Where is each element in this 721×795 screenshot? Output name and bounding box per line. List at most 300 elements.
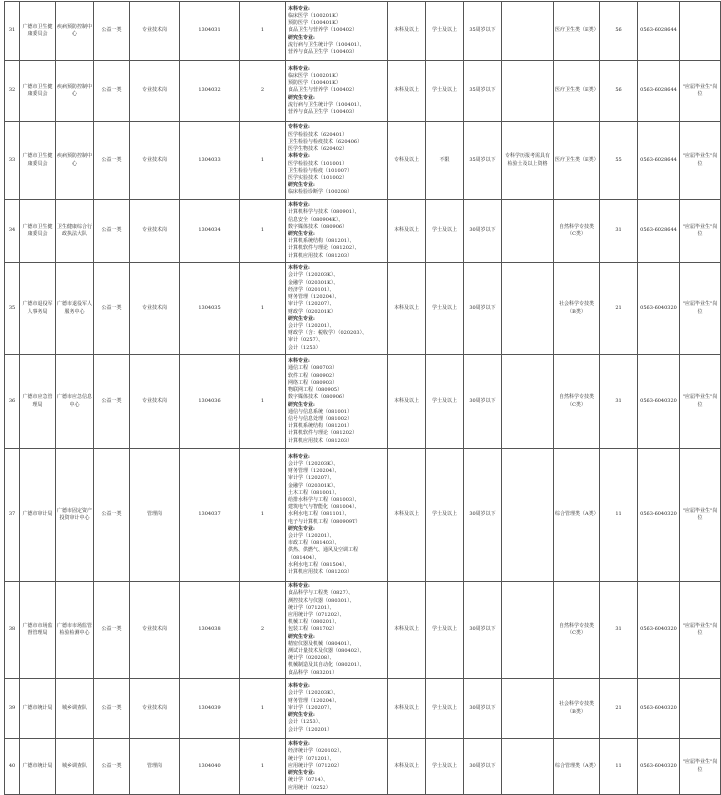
major-item: 给排水科学与工程（081003）、 bbox=[288, 496, 360, 503]
table-row bbox=[5, 739, 721, 795]
exam-code bbox=[600, 679, 638, 739]
major-item: 审计学（120207）、 bbox=[288, 475, 335, 482]
major-item: 市政工程（081403）、 bbox=[288, 540, 340, 547]
age-requirement-text: 30周岁以下 bbox=[469, 626, 496, 633]
contact-phone bbox=[638, 61, 680, 122]
major-section-heading: 本科专业: bbox=[288, 5, 310, 12]
degree-requirement bbox=[426, 679, 464, 739]
hire-count-text: 1 bbox=[260, 397, 265, 404]
education-requirement bbox=[388, 449, 426, 582]
major-item: 数字媒体技术（080906） bbox=[288, 394, 348, 401]
major-item: 会计（1253）、 bbox=[288, 719, 324, 726]
post-code-text: 1304032 bbox=[198, 87, 221, 94]
contact-phone bbox=[638, 582, 680, 679]
row-number bbox=[5, 739, 20, 795]
other-requirement bbox=[502, 355, 554, 449]
other-requirement bbox=[502, 449, 554, 582]
major-section-heading: 研究生专业: bbox=[288, 34, 315, 41]
unit-type-text: 公益一类 bbox=[101, 304, 122, 311]
post-type-text: 专业技术岗 bbox=[141, 156, 167, 163]
hire-count-text: 1 bbox=[260, 762, 265, 769]
exam-category-text: 医疗卫生类（E类） bbox=[555, 156, 599, 163]
age-requirement-text: 30周岁以下 bbox=[469, 762, 496, 769]
major-item: 软件工程（080902） bbox=[288, 372, 338, 379]
major-item: 食品卫生与营养学（100402） bbox=[288, 27, 358, 34]
post-code bbox=[180, 355, 240, 449]
major-item: 医学检验技术（620401） bbox=[288, 131, 348, 138]
remark-text: "应届毕业生"岗位 bbox=[682, 759, 718, 773]
contact-phone-text: 0563-6028644 bbox=[640, 156, 677, 163]
age-requirement bbox=[464, 263, 502, 355]
row-number-text: 31 bbox=[8, 27, 16, 34]
hire-count-text: 1 bbox=[260, 156, 265, 163]
department-name-text: 广德市卫生健康委员会 bbox=[22, 153, 53, 167]
degree-requirement-text: 学士及以上 bbox=[431, 27, 457, 34]
degree-requirement bbox=[426, 200, 464, 263]
major-item: 信号与信息处理（081002） bbox=[288, 415, 353, 422]
age-requirement bbox=[464, 739, 502, 795]
degree-requirement bbox=[426, 582, 464, 679]
unit-name bbox=[56, 122, 94, 200]
major-item: 财务管理（120204）、 bbox=[288, 294, 340, 301]
unit-type-text: 公益一类 bbox=[101, 27, 122, 34]
post-type bbox=[130, 582, 180, 679]
contact-phone-text: 0563-6040320 bbox=[640, 626, 677, 633]
unit-name bbox=[56, 61, 94, 122]
table-row bbox=[5, 449, 721, 582]
exam-code bbox=[600, 355, 638, 449]
major-item: 计算机软件与理论（081202）、 bbox=[288, 245, 360, 252]
unit-type-text: 公益一类 bbox=[101, 156, 122, 163]
exam-category bbox=[554, 449, 600, 582]
major-item: 卫生检验与检疫（101007） bbox=[288, 167, 353, 174]
unit-name bbox=[56, 200, 94, 263]
major-item: 经济统计学（020102）、 bbox=[288, 748, 345, 755]
major-item: 卫生检验与检疫技术（620406） bbox=[288, 138, 363, 145]
post-code bbox=[180, 2, 240, 61]
post-type bbox=[130, 61, 180, 122]
major-section-heading: 本科专业: bbox=[288, 741, 310, 748]
major-item: 精密仪器及机械（080401）、 bbox=[288, 640, 355, 647]
major-section-heading: 研究生专业: bbox=[288, 712, 315, 719]
post-code bbox=[180, 739, 240, 795]
department-name-text: 广德市卫生健康委员会 bbox=[22, 223, 53, 237]
age-requirement-text: 35周岁以下 bbox=[469, 27, 496, 34]
major-item: 审计学（120207）、 bbox=[288, 301, 335, 308]
department-name-text: 广德市审计局 bbox=[22, 511, 53, 518]
post-type-text: 专业技术岗 bbox=[141, 704, 167, 711]
major-item: 预防医学（100401K） bbox=[288, 80, 341, 87]
unit-name bbox=[56, 263, 94, 355]
row-number-text: 34 bbox=[8, 227, 16, 234]
unit-name bbox=[56, 2, 94, 61]
major-item: 会计（1253） bbox=[288, 344, 321, 351]
major-item: 应用统计学（071202） bbox=[288, 762, 343, 769]
table-row bbox=[5, 582, 721, 679]
unit-type-text: 公益一类 bbox=[101, 626, 122, 633]
post-code bbox=[180, 679, 240, 739]
major-section-heading: 研究生专业: bbox=[288, 94, 315, 101]
degree-requirement bbox=[426, 263, 464, 355]
major-item: 流行病与卫生统计学（100401）、 bbox=[288, 101, 365, 108]
education-requirement-text: 本科及以上 bbox=[393, 304, 419, 311]
major-section-heading: 研究生专业: bbox=[288, 231, 315, 237]
post-type-text: 管理岗 bbox=[146, 511, 162, 518]
hire-count bbox=[240, 739, 286, 795]
hire-count-text: 2 bbox=[260, 87, 265, 94]
major-item: 流行病与卫生统计学（100401）、 bbox=[288, 41, 365, 48]
major-item: 机械工程（080201）、 bbox=[288, 619, 340, 626]
contact-phone-text: 0563-6040320 bbox=[640, 704, 677, 711]
contact-phone bbox=[638, 449, 680, 582]
exam-code bbox=[600, 739, 638, 795]
major-item: 医学生物技术（620402） bbox=[288, 146, 348, 153]
major-requirements bbox=[286, 739, 388, 795]
table-row bbox=[5, 263, 721, 355]
major-requirements bbox=[286, 449, 388, 582]
post-type-text: 管理岗 bbox=[146, 762, 162, 769]
degree-requirement-text: 学士及以上 bbox=[431, 87, 457, 94]
post-code bbox=[180, 122, 240, 200]
age-requirement bbox=[464, 122, 502, 200]
row-number bbox=[5, 355, 20, 449]
major-item: 水利水电工程（081504）、 bbox=[288, 561, 350, 568]
row-number-text: 40 bbox=[8, 762, 16, 769]
major-item: 测试计量技术及仪器（080402）、 bbox=[288, 648, 365, 654]
education-requirement bbox=[388, 739, 426, 795]
major-item: （081404）、 bbox=[288, 554, 320, 561]
age-requirement-text: 30周岁以下 bbox=[469, 304, 496, 311]
row-number bbox=[5, 582, 20, 679]
post-type bbox=[130, 739, 180, 795]
major-section-heading: 研究生专业: bbox=[288, 525, 315, 532]
major-item: 审计（0257）、 bbox=[288, 337, 324, 344]
education-requirement-text: 本科及以上 bbox=[393, 511, 419, 518]
major-item: 预防医学（100401K） bbox=[288, 20, 341, 27]
unit-name bbox=[56, 449, 94, 582]
unit-name bbox=[56, 355, 94, 449]
exam-code bbox=[600, 122, 638, 200]
unit-name bbox=[56, 739, 94, 795]
unit-type bbox=[94, 582, 130, 679]
unit-name-text: 城乡调查队 bbox=[61, 762, 87, 769]
education-requirement bbox=[388, 122, 426, 200]
exam-category-text: 社会科学专技类（B类） bbox=[558, 301, 594, 315]
post-code-text: 1304035 bbox=[198, 304, 221, 311]
other-requirement bbox=[502, 200, 554, 263]
other-requirement bbox=[502, 61, 554, 122]
row-number-text: 39 bbox=[8, 704, 16, 711]
exam-code-text: 11 bbox=[615, 511, 622, 518]
unit-name-text: 疾病预防控制中心 bbox=[57, 23, 93, 37]
age-requirement bbox=[464, 355, 502, 449]
major-item: 会计学（120201）、 bbox=[288, 322, 335, 329]
unit-type-text: 公益一类 bbox=[101, 397, 122, 404]
unit-type-text: 公益一类 bbox=[101, 511, 122, 518]
contact-phone bbox=[638, 679, 680, 739]
major-item: 会计学（120201）、 bbox=[288, 533, 335, 539]
exam-category bbox=[554, 122, 600, 200]
row-number-text: 38 bbox=[8, 626, 16, 633]
unit-name-text: 广德市固定资产投资审计中心 bbox=[57, 507, 93, 521]
post-code-text: 1304040 bbox=[198, 762, 221, 769]
department-name-text: 广德市统计局 bbox=[22, 704, 53, 711]
hire-count bbox=[240, 449, 286, 582]
unit-type bbox=[94, 263, 130, 355]
hire-count bbox=[240, 679, 286, 739]
degree-requirement-text: 学士及以上 bbox=[431, 704, 457, 711]
age-requirement-text: 30周岁以下 bbox=[469, 704, 496, 711]
contact-phone bbox=[638, 355, 680, 449]
table-row bbox=[5, 200, 721, 263]
hire-count-text: 1 bbox=[260, 227, 265, 234]
department-name bbox=[20, 200, 56, 263]
education-requirement bbox=[388, 679, 426, 739]
education-requirement-text: 本科及以上 bbox=[393, 704, 419, 711]
major-item: 财政学（含：税收学）（020203）、 bbox=[288, 330, 368, 337]
major-item: 财务管理（120204）、 bbox=[288, 697, 340, 704]
unit-type bbox=[94, 449, 130, 582]
age-requirement bbox=[464, 449, 502, 582]
row-number-text: 36 bbox=[8, 397, 16, 404]
degree-requirement-text: 不限 bbox=[439, 156, 450, 163]
unit-type-text: 公益一类 bbox=[101, 87, 122, 94]
major-requirements bbox=[286, 582, 388, 679]
major-section-heading: 本科专业: bbox=[288, 65, 310, 72]
major-section-heading: 研究生专业: bbox=[288, 401, 315, 408]
unit-type bbox=[94, 61, 130, 122]
department-name bbox=[20, 582, 56, 679]
unit-type-text: 公益一类 bbox=[101, 227, 122, 234]
education-requirement bbox=[388, 200, 426, 263]
major-item: 计算机科学与技术（080901）、 bbox=[288, 209, 360, 216]
major-item: 财务管理（120204）、 bbox=[288, 468, 340, 475]
exam-code-text: 31 bbox=[615, 227, 622, 234]
age-requirement bbox=[464, 582, 502, 679]
age-requirement-text: 30周岁以下 bbox=[469, 227, 496, 234]
degree-requirement-text: 学士及以上 bbox=[431, 397, 457, 404]
other-requirement bbox=[502, 582, 554, 679]
major-item: 金融学（020301K）、 bbox=[288, 279, 339, 286]
department-name bbox=[20, 61, 56, 122]
hire-count bbox=[240, 355, 286, 449]
education-requirement bbox=[388, 263, 426, 355]
post-type-text: 专业技术岗 bbox=[141, 397, 167, 404]
post-type bbox=[130, 355, 180, 449]
major-section-heading: 本科专业: bbox=[288, 683, 310, 690]
exam-category-text: 自然科学专技类（C类） bbox=[558, 223, 594, 237]
degree-requirement-text: 学士及以上 bbox=[431, 762, 457, 769]
remark bbox=[680, 122, 721, 200]
major-item: 应用统计学（071202）、 bbox=[288, 611, 345, 618]
unit-type-text: 公益一类 bbox=[101, 762, 122, 769]
remark-text: "应届毕业生"岗位 bbox=[682, 301, 718, 315]
post-code-text: 1304034 bbox=[198, 227, 221, 234]
remark bbox=[680, 449, 721, 582]
major-section-heading: 本科专业: bbox=[288, 453, 310, 460]
unit-name-text: 广德市退役军人服务中心 bbox=[57, 301, 93, 315]
table-body bbox=[5, 2, 721, 795]
major-item: 计算机应用技术（081203） bbox=[288, 569, 353, 576]
major-item: 营养与食品卫生学（100403） bbox=[288, 49, 358, 55]
major-section-heading: 本科专业: bbox=[288, 202, 310, 209]
major-section-heading: 本科专业: bbox=[288, 583, 310, 590]
education-requirement-text: 本科及以上 bbox=[393, 27, 419, 34]
education-requirement-text: 本科及以上 bbox=[393, 397, 419, 404]
exam-code bbox=[600, 449, 638, 582]
major-item: 食品卫生与营养学（100402） bbox=[288, 87, 358, 94]
remark bbox=[680, 355, 721, 449]
major-item: 会计学（120203K）、 bbox=[288, 690, 339, 697]
department-name bbox=[20, 263, 56, 355]
major-item: 食品科学（083201） bbox=[288, 669, 338, 676]
department-name-text: 广德市市场监督管理局 bbox=[22, 622, 53, 636]
unit-name-text: 广德市市场监管检验检测中心 bbox=[57, 622, 93, 636]
exam-code bbox=[600, 2, 638, 61]
major-item: 计算机系统结构（081201） bbox=[288, 423, 353, 430]
contact-phone bbox=[638, 263, 680, 355]
major-item: 临床医学（100201K） bbox=[288, 12, 341, 19]
major-item: 计算机软件与理论（081202） bbox=[288, 430, 358, 437]
row-number bbox=[5, 122, 20, 200]
major-item: 会计学（120203K）、 bbox=[288, 460, 339, 467]
contact-phone-text: 0563-6040320 bbox=[640, 304, 677, 311]
major-item: 会计学（120201） bbox=[288, 726, 333, 733]
major-item: 土木工程（081001）、 bbox=[288, 489, 340, 496]
exam-category-text: 自然科学专技类（C类） bbox=[558, 394, 594, 408]
major-item: 经济学（020101）、 bbox=[288, 286, 335, 293]
department-name bbox=[20, 449, 56, 582]
row-number bbox=[5, 679, 20, 739]
department-name bbox=[20, 2, 56, 61]
major-item: 通信与信息系统（081001） bbox=[288, 408, 353, 415]
major-item: 营养与食品卫生学（100403） bbox=[288, 109, 358, 115]
row-number-text: 33 bbox=[8, 156, 16, 163]
unit-name bbox=[56, 582, 94, 679]
remark bbox=[680, 739, 721, 795]
age-requirement-text: 30周岁以下 bbox=[469, 511, 496, 518]
department-name-text: 广德市卫生健康委员会 bbox=[22, 83, 53, 97]
exam-code bbox=[600, 200, 638, 263]
hire-count-text: 2 bbox=[260, 626, 265, 633]
degree-requirement bbox=[426, 449, 464, 582]
exam-category bbox=[554, 582, 600, 679]
major-section-heading: 本科专业: bbox=[288, 153, 310, 160]
unit-type-text: 公益一类 bbox=[101, 704, 122, 711]
row-number bbox=[5, 263, 20, 355]
unit-type bbox=[94, 679, 130, 739]
hire-count bbox=[240, 200, 286, 263]
post-code bbox=[180, 61, 240, 122]
age-requirement bbox=[464, 200, 502, 263]
major-section-heading: 研究生专业: bbox=[288, 315, 315, 322]
contact-phone bbox=[638, 122, 680, 200]
exam-code bbox=[600, 61, 638, 122]
major-item: 电子与计算机工程（080909T） bbox=[288, 518, 361, 525]
exam-category-text: 自然科学专技类（C类） bbox=[558, 622, 594, 636]
education-requirement bbox=[388, 2, 426, 61]
post-code-text: 1304033 bbox=[198, 156, 221, 163]
major-item: 供热、供燃气、通风及空调工程 bbox=[288, 547, 359, 554]
degree-requirement bbox=[426, 2, 464, 61]
department-name-text: 广德市卫生健康委员会 bbox=[22, 23, 53, 37]
post-type bbox=[130, 200, 180, 263]
education-requirement-text: 本科及以上 bbox=[393, 626, 419, 633]
major-item: 统计学（071201）、 bbox=[288, 755, 335, 762]
other-requirement-text: 专科学历报考需具有检验士及以上资格 bbox=[504, 153, 550, 167]
degree-requirement-text: 学士及以上 bbox=[431, 511, 457, 518]
exam-category-text: 医疗卫生类（E类） bbox=[555, 27, 599, 34]
major-item: 包装工程（081702） bbox=[288, 626, 338, 633]
hire-count bbox=[240, 61, 286, 122]
unit-type bbox=[94, 200, 130, 263]
degree-requirement-text: 学士及以上 bbox=[431, 626, 457, 633]
unit-type bbox=[94, 122, 130, 200]
post-type bbox=[130, 679, 180, 739]
major-item: 通信工程（080703） bbox=[288, 365, 338, 372]
education-requirement-text: 专科及以上 bbox=[393, 156, 419, 163]
major-item: 水利水电工程（081101）、 bbox=[288, 511, 350, 518]
education-requirement bbox=[388, 355, 426, 449]
contact-phone-text: 0563-6040320 bbox=[640, 511, 677, 518]
hire-count bbox=[240, 2, 286, 61]
degree-requirement bbox=[426, 355, 464, 449]
exam-category-text: 综合管理类（A类） bbox=[555, 762, 599, 769]
major-requirements bbox=[286, 61, 388, 122]
exam-category bbox=[554, 263, 600, 355]
remark-text: "应届毕业生"岗位 bbox=[682, 223, 718, 237]
department-name-text: 广德市统计局 bbox=[22, 762, 53, 769]
major-item: 金融学（020301K）、 bbox=[288, 482, 339, 489]
remark-text: "应届毕业生"岗位 bbox=[682, 507, 718, 521]
major-item: 临床检验诊断学（100208） bbox=[288, 189, 353, 196]
remark-text: "应届毕业生"岗位 bbox=[682, 394, 718, 408]
department-name-text: 广德市应急管理局 bbox=[22, 394, 53, 408]
post-code bbox=[180, 582, 240, 679]
exam-code-text: 21 bbox=[615, 304, 622, 311]
row-number bbox=[5, 2, 20, 61]
contact-phone bbox=[638, 200, 680, 263]
hire-count bbox=[240, 582, 286, 679]
unit-name-text: 疾病预防控制中心 bbox=[57, 153, 93, 167]
row-number-text: 37 bbox=[8, 511, 16, 518]
major-item: 食品科学与工程类（0827）、 bbox=[288, 590, 354, 597]
post-code-text: 1304039 bbox=[198, 704, 221, 711]
exam-category-text: 医疗卫生类（E类） bbox=[555, 87, 599, 94]
post-type bbox=[130, 449, 180, 582]
contact-phone bbox=[638, 2, 680, 61]
exam-category bbox=[554, 739, 600, 795]
major-item: 计算机系统结构（081201）、 bbox=[288, 238, 355, 245]
remark bbox=[680, 200, 721, 263]
remark bbox=[680, 263, 721, 355]
recruitment-table bbox=[4, 1, 721, 795]
exam-category bbox=[554, 2, 600, 61]
contact-phone bbox=[638, 739, 680, 795]
age-requirement-text: 35周岁以下 bbox=[469, 156, 496, 163]
major-item: 测控技术与仪器（080301）、 bbox=[288, 597, 355, 604]
major-section-heading: 研究生专业: bbox=[288, 770, 315, 777]
post-type bbox=[130, 122, 180, 200]
education-requirement-text: 本科及以上 bbox=[393, 227, 419, 234]
exam-code-text: 11 bbox=[615, 762, 622, 769]
remark bbox=[680, 61, 721, 122]
major-item: 建筑电气与智能化（081004）、 bbox=[288, 504, 360, 511]
hire-count-text: 1 bbox=[260, 511, 265, 518]
hire-count-text: 1 bbox=[260, 304, 265, 311]
remark-text: "应届毕业生"岗位 bbox=[682, 622, 718, 636]
table-row bbox=[5, 679, 721, 739]
